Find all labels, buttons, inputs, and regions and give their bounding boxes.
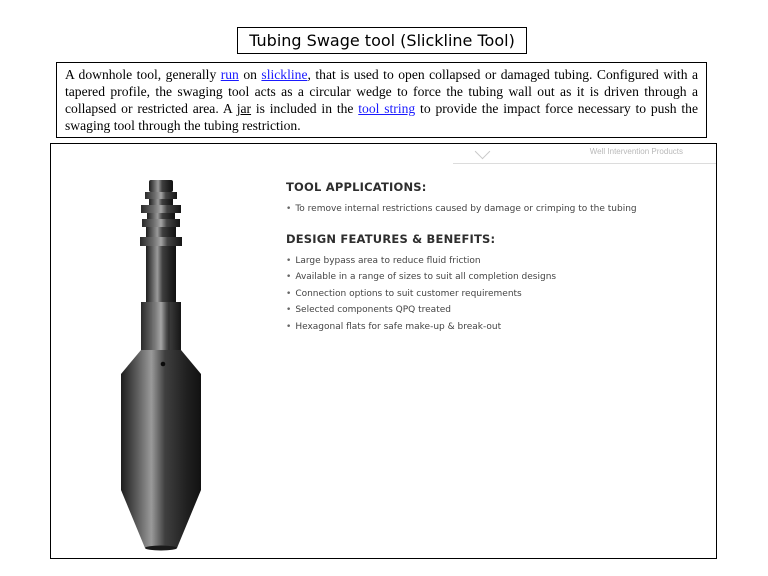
design-features-list xyxy=(286,253,706,336)
product-specs xyxy=(286,180,706,349)
run-link[interactable]: run xyxy=(220,67,239,82)
swage-tool-image xyxy=(111,178,221,552)
description-text-3: , that is used to open collapsed or damaged tubing. Configured with a tapered profile, the swaging tool acts as a circular wedge to force the tubing wall out as it is driven through a collapsed or restricted area. A xyxy=(65,67,699,116)
list-item: • Large bypass area to reduce fluid friction xyxy=(286,253,706,270)
header-note: Well Intervention Products xyxy=(589,147,683,156)
slickline-link[interactable]: slickline xyxy=(261,67,308,82)
list-item: • Connection options to suit customer requirements xyxy=(286,286,706,303)
chevron-down-icon xyxy=(475,144,491,160)
tool-applications-heading: TOOL APPLICATIONS: xyxy=(286,180,427,194)
description-text-1: A downhole tool, generally xyxy=(65,67,221,82)
product-sheet-header xyxy=(453,144,717,164)
list-item: • Selected components QPQ treated xyxy=(286,302,706,319)
design-features-heading: DESIGN FEATURES & BENEFITS: xyxy=(286,231,496,246)
list-item: • Available in a range of sizes to suit all completion designs xyxy=(286,269,706,286)
slide-title: Tubing Swage tool (Slickline Tool) xyxy=(237,27,527,54)
description-text-5: to provide the impact force necessary to push the swaging tool through the tubing restriction. xyxy=(65,101,698,133)
description-text-2: on xyxy=(238,67,262,82)
jar-term: jar xyxy=(236,101,252,116)
tool-string-link[interactable]: tool string xyxy=(358,101,416,116)
tool-applications-list xyxy=(286,201,706,218)
description-text-4: is included in the xyxy=(251,101,359,116)
description-box xyxy=(56,62,707,138)
product-image-panel xyxy=(50,143,717,559)
list-item: • To remove internal restrictions caused by damage or crimping to the tubing xyxy=(286,201,706,218)
list-item: • Hexagonal flats for safe make-up & break-out xyxy=(286,319,706,336)
